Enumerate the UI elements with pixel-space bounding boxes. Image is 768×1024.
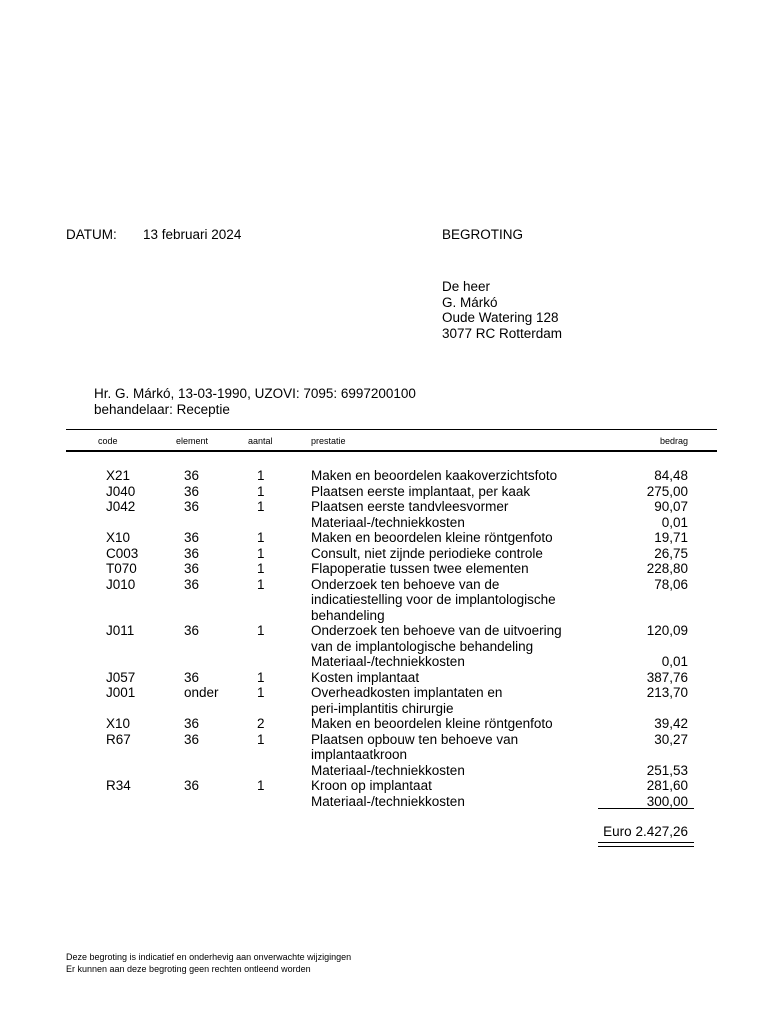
row-amount: 281,60 xyxy=(646,778,688,793)
row-service-line: Kosten implantaat xyxy=(311,669,420,685)
column-header-service: prestatie xyxy=(311,436,346,446)
row-service-line: indicatiestelling voor de implantologische xyxy=(311,592,556,607)
subtotal-rule xyxy=(598,808,694,809)
disclaimer xyxy=(66,951,351,975)
row-service-line: Maken en beoordelen kleine röntgenfoto xyxy=(311,530,553,545)
row-count: 1 xyxy=(257,530,265,545)
row-service-line: Flapoperatie tussen twee elementen xyxy=(311,561,529,576)
row-service-line: Onderzoek ten behoeve van de xyxy=(311,576,500,592)
row-count: 2 xyxy=(257,716,265,731)
row-amount: 84,48 xyxy=(654,468,688,483)
column-header-count: aantal xyxy=(248,436,273,446)
row-service-line: Plaatsen eerste tandvleesvormer xyxy=(311,499,509,514)
row-amount: 120,09 xyxy=(646,623,688,638)
row-amount: 387,76 xyxy=(646,669,688,685)
row-element: 36 xyxy=(184,623,200,638)
practitioner-info: behandelaar: Receptie xyxy=(94,402,230,417)
row-count: 1 xyxy=(257,483,265,499)
row-service-line: Maken en beoordelen kaakoverzichtsfoto xyxy=(311,468,558,483)
row-service-line: Consult, niet zijnde periodieke controle xyxy=(311,545,543,561)
row-code: X10 xyxy=(106,716,131,731)
row-count: 1 xyxy=(257,499,265,514)
row-service-line: Materiaal-/techniekkosten xyxy=(311,762,465,778)
disclaimer-line-1: Deze begroting is indicatief en onderhevig aan onverwachte wijzigingen xyxy=(66,952,352,962)
recipient-street: Oude Watering 128 xyxy=(442,310,559,325)
row-amount: 39,42 xyxy=(654,716,688,731)
row-service-line: Materiaal-/techniekkosten xyxy=(311,654,465,669)
row-count: 1 xyxy=(257,623,265,638)
row-service-line: implantaatkroon xyxy=(311,747,408,762)
total-double-rule xyxy=(598,842,694,847)
date-label: DATUM: xyxy=(66,227,117,242)
date-value: 13 februari 2024 xyxy=(143,227,242,242)
row-code: J042 xyxy=(106,499,136,514)
row-amount: 0,01 xyxy=(661,654,688,669)
row-code: J040 xyxy=(106,483,136,499)
disclaimer-line-2: Er kunnen aan deze begroting geen rechten ontleend worden xyxy=(66,964,311,974)
row-amount: 26,75 xyxy=(654,545,688,561)
recipient-city: 3077 RC Rotterdam xyxy=(442,325,563,341)
row-code: R34 xyxy=(106,778,131,793)
row-amount: 30,27 xyxy=(654,731,688,747)
row-element: 36 xyxy=(184,716,200,731)
row-count: 1 xyxy=(257,561,265,576)
row-element: 36 xyxy=(184,561,200,576)
row-count: 1 xyxy=(257,468,265,483)
document-type: BEGROTING xyxy=(442,227,524,242)
row-code: J011 xyxy=(106,623,135,638)
row-element: 36 xyxy=(184,468,200,483)
row-count: 1 xyxy=(257,731,265,747)
row-element: 36 xyxy=(184,499,200,514)
row-amount: 0,01 xyxy=(661,514,688,530)
row-service-line: Plaatsen opbouw ten behoeve van xyxy=(311,731,519,747)
row-amount: 300,00 xyxy=(646,793,688,809)
row-service-line: Kroon op implantaat xyxy=(311,778,432,793)
row-count: 1 xyxy=(257,576,265,592)
row-code: R67 xyxy=(106,731,131,747)
row-amount: 228,80 xyxy=(646,561,688,576)
row-element: 36 xyxy=(184,778,200,793)
row-amount: 213,70 xyxy=(646,685,688,700)
row-service-line: behandeling xyxy=(311,607,385,623)
row-count: 1 xyxy=(257,685,265,700)
column-header-code: code xyxy=(98,436,118,446)
row-code: X10 xyxy=(106,530,131,545)
total-amount: Euro 2.427,26 xyxy=(603,824,688,839)
row-element: 36 xyxy=(184,731,200,747)
row-element: 36 xyxy=(184,483,200,499)
row-amount: 251,53 xyxy=(646,762,688,778)
column-header-element: element xyxy=(176,436,209,446)
row-code: T070 xyxy=(106,561,137,576)
row-code: J057 xyxy=(106,669,136,685)
recipient-address xyxy=(442,279,562,341)
row-service-line: peri-implantitis chirurgie xyxy=(311,700,454,716)
row-count: 1 xyxy=(257,778,265,793)
row-element: onder xyxy=(184,685,219,700)
row-amount: 78,06 xyxy=(654,576,688,592)
row-count: 1 xyxy=(257,545,265,561)
table-top-rule xyxy=(66,429,717,430)
column-header-amount: bedrag xyxy=(659,436,688,446)
row-amount: 275,00 xyxy=(646,483,688,499)
row-code: X21 xyxy=(106,468,131,483)
row-element: 36 xyxy=(184,576,200,592)
row-service-line: van de implantologische behandeling xyxy=(311,638,534,654)
row-service-line: Materiaal-/techniekkosten xyxy=(311,793,465,809)
recipient-name: G. Márkó xyxy=(442,294,498,310)
row-code: J010 xyxy=(106,576,136,592)
row-code: C003 xyxy=(106,545,139,561)
row-element: 36 xyxy=(184,545,200,561)
row-service-line: Maken en beoordelen kleine röntgenfoto xyxy=(311,716,553,731)
patient-info: Hr. G. Márkó, 13-03-1990, UZOVI: 7095: 6997200100 xyxy=(94,386,416,401)
row-service-line: Materiaal-/techniekkosten xyxy=(311,514,465,530)
row-amount: 19,71 xyxy=(654,530,688,545)
table-header-rule xyxy=(66,450,717,452)
row-count: 1 xyxy=(257,669,265,685)
row-element: 36 xyxy=(184,530,200,545)
recipient-salutation: De heer xyxy=(442,279,491,294)
row-amount: 90,07 xyxy=(654,499,688,514)
row-service-line: Onderzoek ten behoeve van de uitvoering xyxy=(311,623,562,638)
row-service-line: Plaatsen eerste implantaat, per kaak xyxy=(311,483,531,499)
row-code: J001 xyxy=(106,685,136,700)
row-element: 36 xyxy=(184,669,200,685)
row-service-line: Overheadkosten implantaten en xyxy=(311,685,503,700)
